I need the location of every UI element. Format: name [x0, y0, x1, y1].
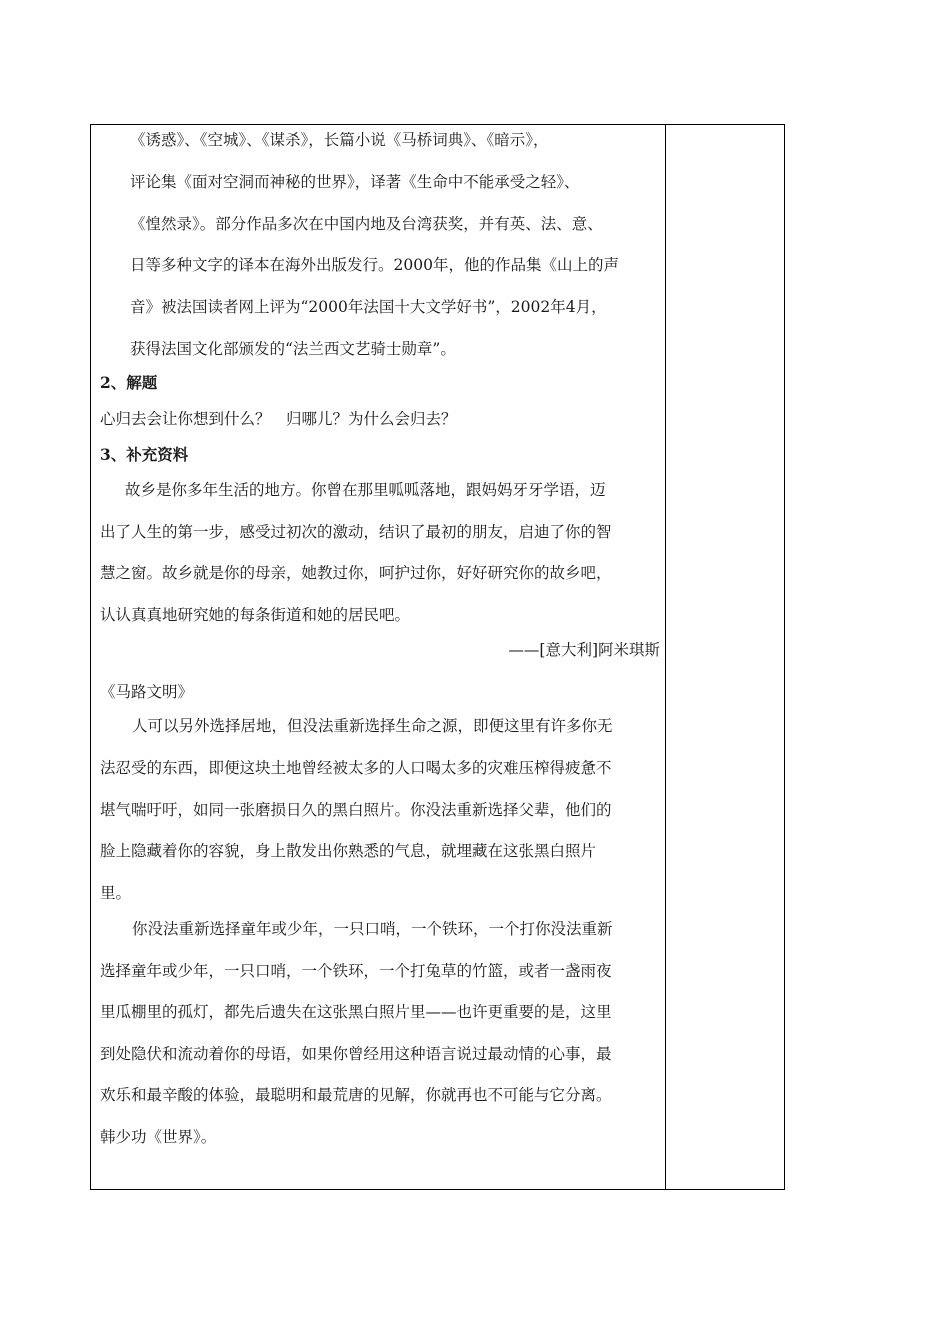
quote2-line: 里。 [100, 884, 132, 902]
quote2-line: 人可以另外选择居地，但没法重新选择生命之源，即便这里有许多你无 [132, 717, 613, 735]
document-table [90, 124, 785, 1190]
intro-line: 日等多种文字的译本在海外出版发行。2000年，他的作品集《山上的声 [130, 256, 619, 274]
intro-line: 《诱惑》、《空城》、《谋杀》，长篇小说《马桥词典》、《暗示》， [130, 131, 549, 149]
intro-line: 音》被法国读者网上评为“2000年法国十大文学好书”，2002年4月， [130, 298, 607, 316]
quote3-line: 欢乐和最辛酸的体验，最聪明和最荒唐的见解，你就再也不可能与它分离。 [100, 1086, 612, 1104]
intro-line: 评论集《面对空洞而神秘的世界》，译著《生命中不能承受之轻》、 [130, 173, 580, 191]
quote1-attribution: ——[意大利]阿米琪斯 [508, 641, 660, 659]
quote1-source: 《马路文明》 [100, 683, 194, 701]
quote1-line: 故乡是你多年生活的地方。你曾在那里呱呱落地，跟妈妈牙牙学语，迈 [125, 481, 606, 499]
quote3-line: 选择童年或少年，一只口哨，一个铁环，一个打兔草的竹篮，或者一盏雨夜 [100, 962, 612, 980]
intro-line: 获得法国文化部颁发的“法兰西文艺骑士勋章”。 [130, 340, 456, 358]
quote3-line: 里瓜棚里的孤灯，都先后遗失在这张黑白照片里——也许更重要的是，这里 [100, 1003, 612, 1021]
quote3-line: 到处隐伏和流动着你的母语，如果你曾经用这种语言说过最动情的心事，最 [100, 1045, 612, 1063]
quote3-line: 你没法重新选择童年或少年，一只口哨，一个铁环，一个打你没法重新 [132, 920, 613, 938]
column-divider [665, 125, 666, 1189]
quote1-line: 出了人生的第一步，感受过初次的激动，结识了最初的朋友，启迪了你的智 [100, 523, 612, 541]
section3-title: 3、补充资料 [100, 445, 189, 464]
quote3-source: 韩少功《世界》。 [100, 1128, 217, 1146]
section2-text: 心归去会让你想到什么？ 归哪儿？为什么会归去？ [100, 410, 457, 428]
quote1-line: 认认真真地研究她的每条街道和她的居民吧。 [100, 606, 411, 624]
quote2-line: 脸上隐藏着你的容貌，身上散发出你熟悉的气息，就埋藏在这张黑白照片 [100, 842, 597, 860]
quote1-line: 慧之窗。故乡就是你的母亲，她教过你，呵护过你，好好研究你的故乡吧， [100, 564, 612, 582]
quote2-line: 堪气喘吁吁，如同一张磨损日久的黑白照片。你没法重新选择父辈，他们的 [100, 801, 612, 819]
quote2-line: 法忍受的东西，即便这块土地曾经被太多的人口喝太多的灾难压榨得疲惫不 [100, 759, 612, 777]
section2-title: 2、解题 [100, 373, 158, 392]
intro-line: 《惶然录》。部分作品多次在中国内地及台湾获奖，并有英、法、意、 [130, 215, 603, 233]
